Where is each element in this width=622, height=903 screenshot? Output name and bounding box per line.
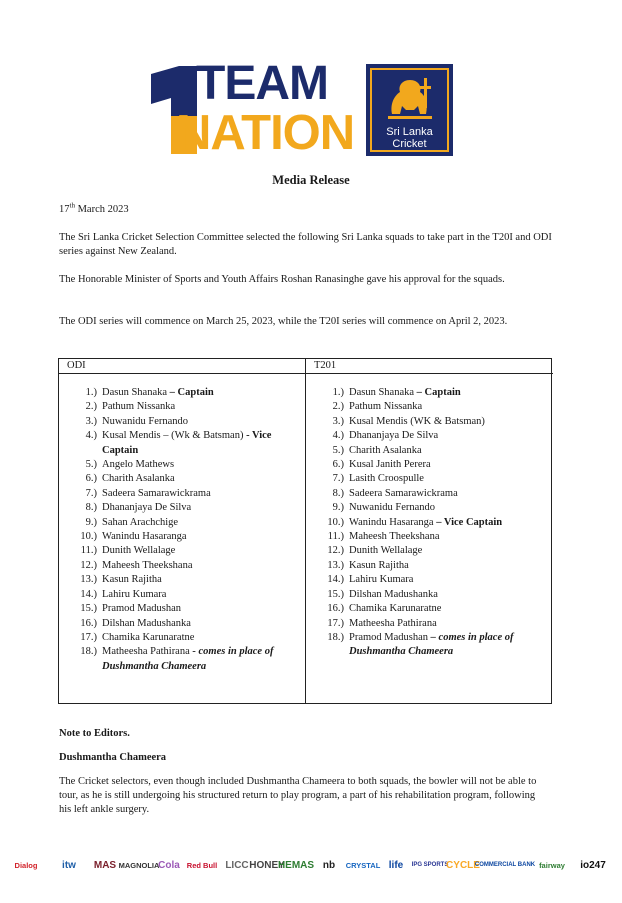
sponsor-logo: COMMERCIAL BANK bbox=[474, 862, 536, 868]
sponsor-logo: HONEY bbox=[249, 859, 285, 871]
player-number: 4.) bbox=[85, 430, 97, 442]
sponsor-logo: HEMAS bbox=[277, 859, 315, 871]
player-item bbox=[59, 501, 292, 515]
player-name: Dunith Wellalage bbox=[349, 545, 423, 557]
player-number: 16.) bbox=[80, 617, 97, 629]
player-name: Dilshan Madushanka bbox=[102, 617, 191, 629]
sponsor-logo: CRYSTAL bbox=[345, 860, 381, 870]
player-number: 7.) bbox=[332, 473, 344, 485]
t20i-column bbox=[306, 359, 553, 703]
player-name: Pramod Madushan bbox=[102, 603, 182, 615]
player-number: 14.) bbox=[80, 588, 97, 600]
player-name: Maheesh Theekshana bbox=[102, 559, 193, 571]
player-name: Nuwanidu Fernando bbox=[349, 502, 436, 514]
player-name: Dasun Shanaka bbox=[102, 387, 168, 398]
player-name: Matheesha Pathirana bbox=[102, 646, 190, 658]
player-item bbox=[306, 472, 549, 486]
player-item bbox=[59, 544, 292, 558]
player-number: 3.) bbox=[332, 415, 344, 427]
sponsor-strip bbox=[0, 852, 622, 880]
release-date bbox=[59, 203, 559, 217]
player-name: Pathum Nissanka bbox=[349, 401, 423, 413]
t20i-header: T201 bbox=[306, 359, 553, 374]
player-number: 12.) bbox=[327, 545, 344, 557]
player-number: 10.) bbox=[80, 531, 97, 543]
player-item bbox=[306, 559, 549, 573]
player-item bbox=[59, 429, 292, 458]
player-name: Dhananjaya De Silva bbox=[102, 502, 192, 514]
player-item bbox=[306, 415, 549, 429]
player-role: – Captain bbox=[414, 387, 461, 398]
player-number: 6.) bbox=[85, 473, 97, 485]
sponsor-logo: life bbox=[388, 859, 404, 871]
player-item bbox=[306, 386, 549, 400]
player-number: 13.) bbox=[80, 574, 97, 586]
player-name: Wanindu Hasaranga bbox=[349, 516, 434, 528]
sponsor-logo: io247 bbox=[580, 859, 606, 871]
logo-team-text: TEAM bbox=[196, 57, 328, 110]
page-title: Media Release bbox=[272, 173, 350, 187]
player-name: Pathum Nissanka bbox=[102, 401, 176, 413]
player-item bbox=[306, 588, 549, 602]
player-name: Chamika Karunaratne bbox=[349, 603, 442, 615]
sri-lanka-cricket-text bbox=[366, 126, 453, 150]
player-item bbox=[306, 617, 549, 631]
player-name: Nuwanidu Fernando bbox=[102, 415, 189, 427]
sponsor-logo: Dialog bbox=[14, 860, 38, 870]
sponsor-logo: Cola bbox=[158, 859, 180, 871]
player-name: Kasun Rajitha bbox=[349, 559, 409, 571]
player-item bbox=[306, 530, 549, 544]
player-role: - Vice Captain bbox=[102, 430, 272, 456]
player-number: 16.) bbox=[327, 603, 344, 615]
player-item bbox=[306, 487, 549, 501]
player-number: 6.) bbox=[332, 459, 344, 471]
player-number: 7.) bbox=[85, 487, 97, 499]
intro-paragraph: The Sri Lanka Cricket Selection Committee selected the following Sri Lanka squads to take part in the T20I and ODI series against New Zealand. bbox=[59, 232, 552, 257]
sponsor-logo: fairway bbox=[539, 860, 565, 870]
player-item bbox=[59, 487, 292, 501]
player-item bbox=[306, 444, 549, 458]
player-item bbox=[59, 631, 292, 645]
player-item bbox=[59, 530, 292, 544]
player-number: 17.) bbox=[80, 631, 97, 643]
logo-nation-text: NATION bbox=[176, 106, 355, 160]
t20i-player-list bbox=[306, 386, 549, 660]
player-name: Chamika Karunaratne bbox=[102, 631, 195, 643]
player-name: Lasith Croospulle bbox=[349, 473, 424, 485]
player-role: – Captain bbox=[167, 387, 214, 398]
odi-header: ODI bbox=[59, 359, 305, 374]
sri-lanka-cricket-badge bbox=[366, 64, 453, 156]
player-item bbox=[306, 602, 549, 616]
team-nation-logo bbox=[141, 57, 453, 160]
player-item bbox=[306, 516, 549, 530]
player-item bbox=[59, 386, 292, 400]
date-suffix: th bbox=[69, 201, 75, 210]
player-number: 8.) bbox=[85, 502, 97, 514]
sponsor-logo: nb bbox=[322, 859, 336, 871]
player-item bbox=[306, 544, 549, 558]
player-name: Wanindu Hasaranga bbox=[102, 531, 187, 543]
sponsor-logo: CYCLE bbox=[446, 859, 480, 871]
player-number: 13.) bbox=[327, 559, 344, 571]
badge-line-1: Sri Lanka bbox=[386, 126, 433, 138]
player-number: 17.) bbox=[327, 617, 344, 629]
player-number: 2.) bbox=[332, 401, 344, 413]
player-number: 12.) bbox=[80, 559, 97, 571]
player-item bbox=[59, 588, 292, 602]
player-name: Dunith Wellalage bbox=[102, 545, 176, 557]
player-number: 1.) bbox=[85, 387, 97, 398]
player-number: 15.) bbox=[327, 588, 344, 600]
date-rest: March 2023 bbox=[74, 204, 129, 215]
player-number: 15.) bbox=[80, 603, 97, 615]
player-name: Dilshan Madushanka bbox=[349, 588, 438, 600]
player-item bbox=[306, 429, 549, 443]
player-item bbox=[59, 645, 292, 674]
odi-column bbox=[59, 359, 306, 703]
player-name: Matheesha Pathirana bbox=[349, 617, 437, 629]
player-name: Sadeera Samarawickrama bbox=[349, 487, 458, 499]
player-item bbox=[59, 617, 292, 631]
player-item bbox=[306, 458, 549, 472]
player-name: Lahiru Kumara bbox=[102, 588, 167, 600]
player-item bbox=[306, 400, 549, 414]
approval-paragraph: The Honorable Minister of Sports and Youth Affairs Roshan Ranasinghe gave his approval for the squads. bbox=[59, 274, 505, 285]
player-role: – Vice Captain bbox=[433, 516, 503, 528]
sponsor-logo: MAS bbox=[93, 859, 117, 871]
player-number: 11.) bbox=[327, 531, 344, 543]
player-item bbox=[59, 559, 292, 573]
player-name: Sadeera Samarawickrama bbox=[102, 487, 211, 499]
odi-player-list bbox=[59, 386, 292, 674]
sponsor-logo: IPG SPORTS bbox=[411, 862, 449, 868]
player-number: 2.) bbox=[85, 401, 97, 413]
player-number: 18.) bbox=[327, 631, 344, 643]
player-number: 9.) bbox=[85, 516, 97, 528]
sponsor-logo: LICC bbox=[225, 859, 249, 871]
sponsor-logo: MAGNOLIA bbox=[118, 860, 160, 870]
player-item bbox=[59, 516, 292, 530]
player-name: Kusal Mendis (WK & Batsman) bbox=[349, 415, 485, 427]
player-number: 3.) bbox=[85, 415, 97, 427]
player-number: 9.) bbox=[332, 502, 344, 514]
player-number: 8.) bbox=[332, 487, 344, 499]
player-name: Kasun Rajitha bbox=[102, 574, 162, 586]
player-number: 10.) bbox=[327, 516, 344, 528]
player-item bbox=[306, 501, 549, 515]
player-item bbox=[59, 415, 292, 429]
sponsor-logo: Red Bull bbox=[186, 860, 218, 870]
player-item bbox=[306, 573, 549, 587]
player-number: 1.) bbox=[332, 387, 344, 398]
player-note: – comes in place of Dushmantha Chameera bbox=[349, 631, 514, 658]
player-item bbox=[59, 602, 292, 616]
player-item bbox=[306, 631, 549, 660]
player-number: 14.) bbox=[327, 574, 344, 586]
player-note: - comes in place of Dushmantha Chameera bbox=[102, 646, 274, 672]
sponsor-logo: itw bbox=[62, 859, 76, 871]
player-name: Charith Asalanka bbox=[102, 473, 175, 485]
player-item bbox=[59, 400, 292, 414]
player-name: Kusal Mendis – (Wk & Batsman) bbox=[102, 430, 244, 442]
squads-table bbox=[58, 358, 552, 704]
lion-icon bbox=[380, 74, 440, 124]
player-name: Dasun Shanaka bbox=[349, 387, 415, 398]
player-name: Kusal Janith Perera bbox=[349, 459, 431, 471]
note-text: The Cricket selectors, even though included Dushmantha Chameera to both squads, the bowler will not be able to tour, as he is still undergoing his structured return to play program, a part of his rehabilitation program, following his left ankle surgery. bbox=[59, 776, 537, 815]
schedule-paragraph: The ODI series will commence on March 25, 2023, while the T20I series will commence on April 2, 2023. bbox=[59, 316, 508, 327]
badge-line-2: Cricket bbox=[392, 138, 427, 150]
player-name: Dhananjaya De Silva bbox=[349, 430, 439, 442]
note-subheading: Dushmantha Chameera bbox=[59, 752, 167, 763]
player-name: Pramod Madushan bbox=[349, 631, 429, 643]
player-item bbox=[59, 458, 292, 472]
player-name: Angelo Mathews bbox=[102, 459, 175, 471]
player-number: 11.) bbox=[80, 545, 97, 557]
player-name: Charith Asalanka bbox=[349, 444, 422, 456]
note-heading: Note to Editors. bbox=[59, 728, 130, 739]
player-name: Lahiru Kumara bbox=[349, 574, 414, 586]
player-number: 18.) bbox=[80, 646, 97, 658]
player-number: 4.) bbox=[332, 430, 344, 442]
player-item bbox=[59, 573, 292, 587]
player-number: 5.) bbox=[85, 459, 97, 471]
player-number: 5.) bbox=[332, 444, 344, 456]
player-item bbox=[59, 472, 292, 486]
player-name: Sahan Arachchige bbox=[102, 516, 179, 528]
date-day: 17 bbox=[59, 204, 70, 215]
player-name: Maheesh Theekshana bbox=[349, 531, 440, 543]
